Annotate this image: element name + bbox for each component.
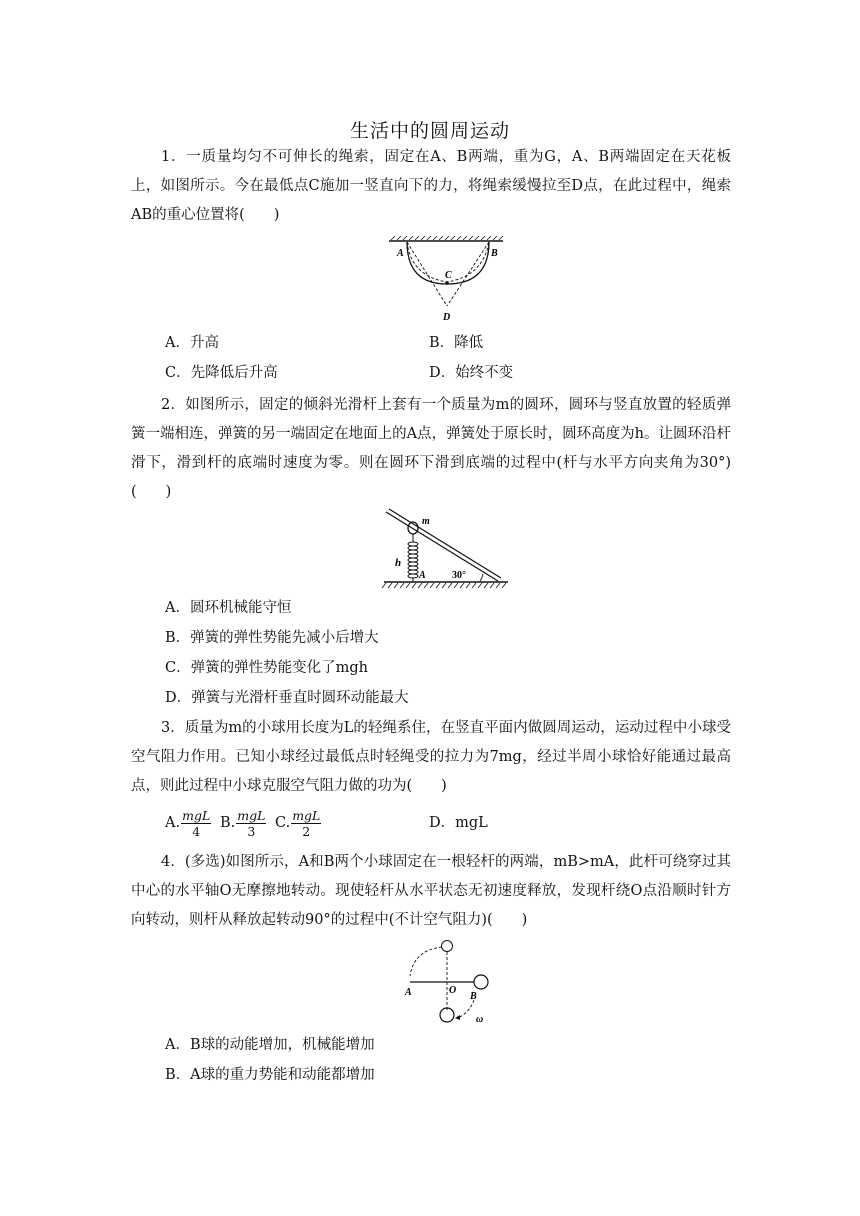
- fraction-numerator: mgL: [237, 807, 266, 823]
- label-a: A: [419, 570, 426, 581]
- q2-option-d[interactable]: D．弹簧与光滑杆垂直时圆环动能最大: [165, 690, 409, 706]
- q2-option-c[interactable]: C．弹簧的弹性势能变化了mgh: [165, 660, 368, 676]
- q2-option-a[interactable]: A．圆环机械能守恒: [165, 600, 292, 616]
- q3-option-b-prefix: B.: [220, 815, 236, 831]
- fraction-numerator: mgL: [182, 807, 211, 823]
- q1-option-d[interactable]: D．始终不变: [429, 365, 514, 381]
- q1-option-a[interactable]: A．升高: [165, 335, 219, 351]
- page-title: 生活中的圆周运动: [349, 120, 510, 142]
- label-omega: ω: [476, 1014, 484, 1025]
- question-3-text: 3．质量为m的小球用长度为L的轻绳系住，在竖直平面内做圆周运动，运动过程中小球受空气阻力作用。已知小球经过最低点时轻绳受的拉力为7mg，经过半周小球恰好能通过最高点，则此过程中小球克服空气阻力做的功为( ): [131, 720, 731, 794]
- incline-spring-figure: [380, 506, 512, 590]
- q3-option-a-prefix: A.: [165, 815, 181, 831]
- fraction-numerator: mgL: [292, 807, 321, 823]
- q3-option-c-prefix: C.: [275, 815, 291, 831]
- q1-option-c[interactable]: C．先降低后升高: [165, 365, 278, 381]
- q1-option-b[interactable]: B．降低: [429, 335, 484, 351]
- label-b: B: [491, 248, 498, 259]
- fraction-denominator: 4: [192, 823, 201, 839]
- label-o: O: [449, 985, 457, 996]
- q4-option-b[interactable]: B．A球的重力势能和动能都增加: [165, 1067, 375, 1083]
- q3-option-c-fraction: [291, 808, 321, 839]
- rope-figure: [385, 236, 507, 322]
- q4-option-a[interactable]: A．B球的动能增加，机械能增加: [165, 1037, 375, 1053]
- q3-option-b[interactable]: [220, 806, 267, 840]
- label-d: D: [443, 312, 451, 322]
- label-a: A: [405, 987, 412, 998]
- q3-option-a-fraction: [181, 808, 211, 839]
- label-m: m: [422, 516, 430, 527]
- question-2-text: 2．如图所示，固定的倾斜光滑杆上套有一个质量为m的圆环，圆环与竖直放置的轻质弹簧一端相连，弹簧的另一端固定在地面上的A点，弹簧处于原长时，圆环高度为h。让圆环沿杆滑下，滑到杆的底端时速度为零。则在圆环下滑到底端的过程中(杆与水平方向夹角为30°)( ): [131, 397, 731, 500]
- label-c: C: [445, 270, 452, 281]
- q3-option-c[interactable]: [275, 806, 322, 840]
- fraction-denominator: 3: [247, 823, 256, 839]
- label-h: h: [395, 557, 402, 569]
- rotating-rod-figure: [400, 938, 496, 1026]
- label-b: B: [470, 991, 477, 1002]
- label-a: A: [397, 248, 404, 259]
- question-4-text: 4．(多选)如图所示，A和B两个小球固定在一根轻杆的两端，mB>mA，此杆可绕穿过其中心的水平轴O无摩擦地转动。现使轻杆从水平状态无初速度释放，发现杆绕O点沿顺时针方向转动，则杆从释放起转动90°的过程中(不计空气阻力)( ): [131, 854, 731, 928]
- q3-option-b-fraction: [236, 808, 266, 839]
- q3-option-d[interactable]: D．mgL: [429, 815, 488, 831]
- question-1-text: 1．一质量均匀不可伸长的绳索，固定在A、B两端，重为G，A、B两端固定在天花板上，如图所示。今在最低点C施加一竖直向下的力，将绳索缓慢拉至D点，在此过程中，绳索AB的重心位置将( ): [131, 149, 731, 223]
- label-angle: 30°: [452, 570, 466, 581]
- q2-option-b[interactable]: B．弹簧的弹性势能先减小后增大: [165, 630, 379, 646]
- fraction-denominator: 2: [302, 823, 311, 839]
- q3-option-a[interactable]: [165, 806, 212, 840]
